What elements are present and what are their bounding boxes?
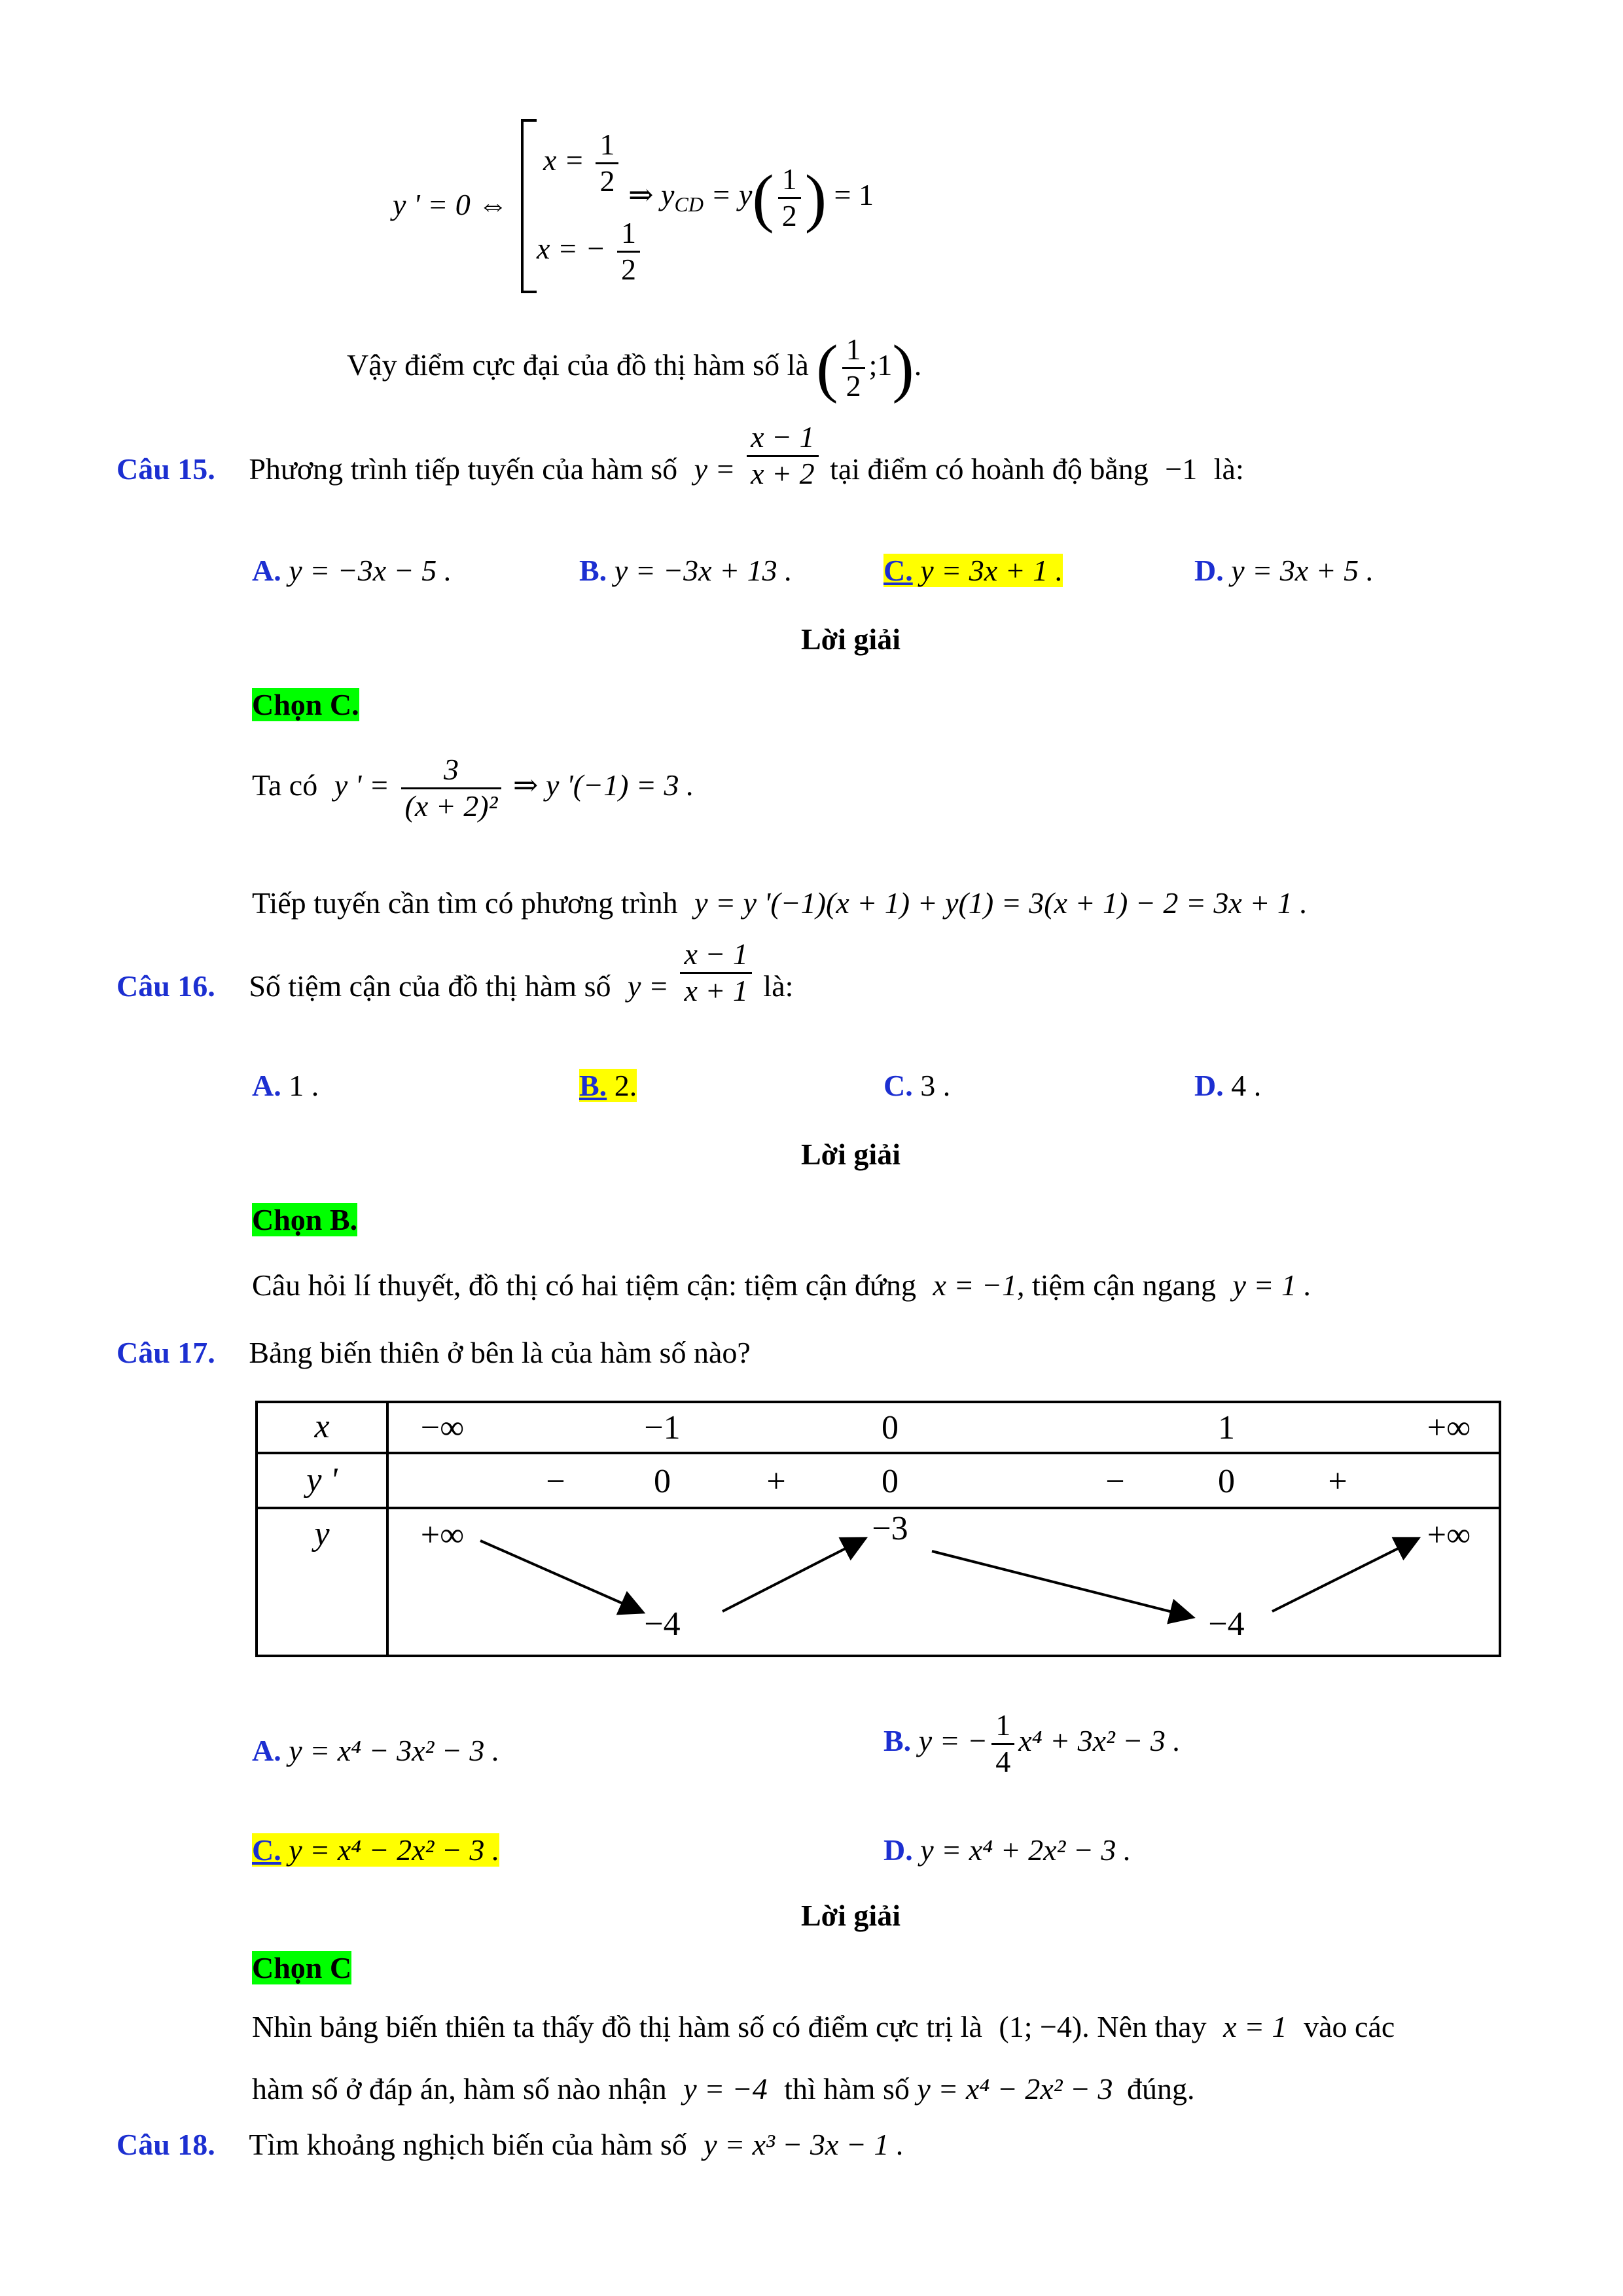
q15-option-b[interactable]: B. y = −3x + 13 .	[579, 554, 793, 587]
yp-zero-3: 0	[1218, 1463, 1235, 1500]
q15-choice: Chọn C.	[252, 688, 359, 721]
q16-option-c[interactable]: C. 3 .	[883, 1069, 951, 1102]
row-label-y: y	[314, 1515, 330, 1552]
arrow-up-2	[1272, 1539, 1416, 1611]
yp-sign-1: −	[546, 1463, 565, 1500]
q16-option-d[interactable]: D. 4 .	[1194, 1069, 1262, 1102]
q17-explanation-line2: hàm số ở đáp án, hàm số nào nhận y = −4 thì hàm số y = x⁴ − 2x² − 3 đúng.	[252, 2072, 1195, 2106]
q17-option-c[interactable]: C. y = x⁴ − 2x² − 3 .	[252, 1833, 500, 1867]
x-minus-one: −1	[644, 1409, 681, 1446]
q15-tangent-line: Tiếp tuyến cần tìm có phương trình y = y '(−1)(x + 1) + y(1) = 3(x + 1) − 2 = 3x + 1 .	[252, 886, 1308, 920]
question-15: Câu 15. Phương trình tiếp tuyến của hàm số y = $\frac{x - 1}{x + 2}$ tại điểm có hoành độ bằng −1 là:	[116, 420, 1244, 490]
q16-explanation: Câu hỏi lí thuyết, đồ thị có hai tiệm cận: tiệm cận đứng x = −1, tiệm cận ngang y = 1 .	[252, 1268, 1311, 1302]
variation-table	[255, 1401, 1501, 1657]
y-pos-inf-right: +∞	[1427, 1516, 1471, 1554]
question-16: Câu 16. Số tiệm cận của đồ thị hàm số y = $\frac{x - 1}{x + 1}$ là:	[116, 937, 794, 1007]
yp-zero-1: 0	[654, 1463, 671, 1500]
question-17: Câu 17. Bảng biến thiên ở bên là của hàm số nào?	[116, 1336, 751, 1369]
x-one: 1	[1218, 1409, 1235, 1446]
y-cd-expression: ⇒ $y_{CD} = y$( $\frac{1}{2}$ ) = 1	[628, 161, 874, 234]
q15-option-d[interactable]: D. y = 3x + 5 .	[1194, 554, 1374, 587]
yp-sign-3: −	[1105, 1463, 1125, 1500]
yp-sign-2: +	[766, 1463, 786, 1500]
q15-option-c[interactable]: C. y = 3x + 1 .	[883, 554, 1063, 587]
q17-option-d[interactable]: D. y = x⁴ + 2x² − 3 .	[883, 1833, 1132, 1867]
y-min-right: −4	[1208, 1605, 1245, 1643]
yp-sign-4: +	[1328, 1463, 1347, 1500]
variation-arrows	[258, 1403, 1504, 1660]
arrow-down-1	[480, 1541, 641, 1611]
q15-solution-title: Lời giải	[801, 622, 901, 656]
q16-option-b[interactable]: B. 2.	[579, 1069, 637, 1102]
q16-option-a[interactable]: A. 1 .	[252, 1069, 319, 1102]
y-min-left: −4	[644, 1605, 681, 1643]
case-1: x = $\frac{1}{2}$	[543, 128, 622, 199]
q17-option-a[interactable]: A. y = x⁴ − 3x² − 3 .	[252, 1734, 500, 1767]
q17-explanation-line1: Nhìn bảng biến thiên ta thấy đồ thị hàm số có điểm cực trị là (1; −4). Nên thay x = 1 vào các	[252, 2010, 1395, 2043]
q15-derivative: Ta có y ' = $\frac{3}{\text{(x + 2)²}}$ ⇒ y '(−1) = 3 .	[252, 753, 694, 823]
arrow-up-1	[722, 1539, 863, 1611]
arrow-down-2	[932, 1551, 1190, 1617]
x-zero: 0	[882, 1409, 899, 1446]
x-pos-inf: +∞	[1427, 1409, 1471, 1446]
case-2: x = − $\frac{1}{2}$	[537, 216, 644, 287]
q17-option-b[interactable]: B. y = − $\frac{1}{4}$ x⁴ + 3x² − 3 .	[883, 1708, 1181, 1778]
row-label-yp: y '	[306, 1462, 338, 1499]
x-neg-inf: −∞	[420, 1409, 465, 1446]
y-pos-inf-left: +∞	[420, 1516, 465, 1554]
q15-option-a[interactable]: A. y = −3x − 5 .	[252, 554, 452, 587]
row-label-x: x	[314, 1408, 330, 1445]
y-max-middle: −3	[872, 1510, 908, 1547]
q16-choice: Chọn B.	[252, 1203, 358, 1236]
q17-choice: Chọn C	[252, 1951, 352, 1984]
yp-zero-2: 0	[882, 1463, 899, 1500]
top-lhs: y ' = 0 ⇔	[393, 188, 508, 221]
top-conclusion: Vậy điểm cực đại của đồ thị hàm số là ( $\frac{1}{2}$ ;1).	[347, 331, 922, 404]
q17-solution-title: Lời giải	[801, 1899, 901, 1932]
question-18: Câu 18. Tìm khoảng nghịch biến của hàm số y = x³ − 3x − 1 .	[116, 2128, 904, 2161]
q16-solution-title: Lời giải	[801, 1138, 901, 1171]
